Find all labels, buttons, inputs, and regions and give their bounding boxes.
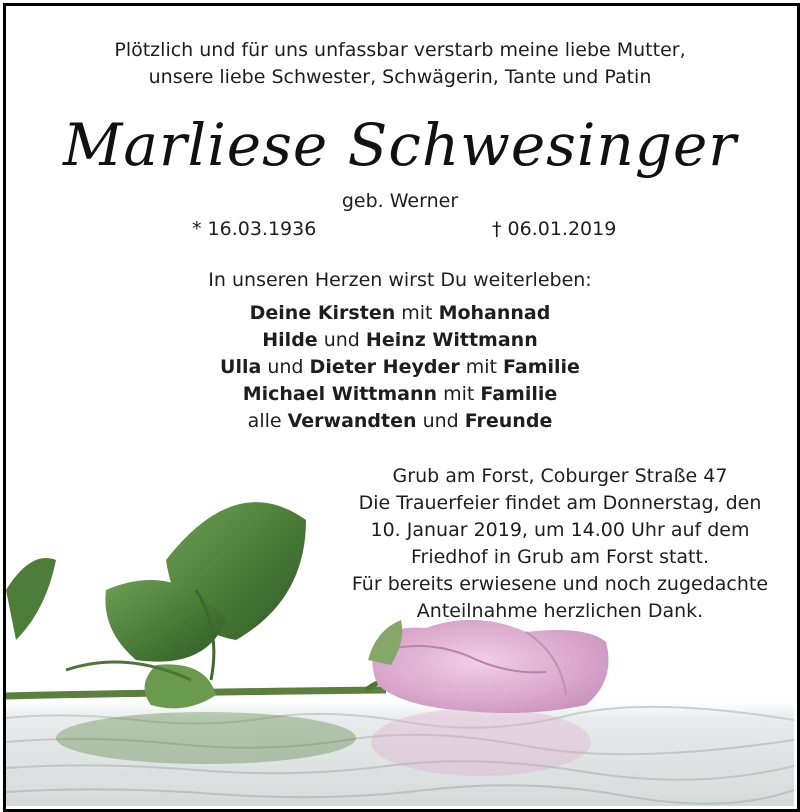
mourner-connector: mit [395,302,439,324]
mourner-line [0,327,800,354]
info-line: Anteilnahme herzlichen Dank. [416,600,704,622]
info-line: 10. Januar 2019, um 14.00 Uhr auf dem [370,519,750,541]
mourner-name: Mohannad [438,302,551,324]
mourner-connector: alle [247,410,288,432]
mourner-name: Heinz Wittmann [365,329,538,351]
mourner-name: Ulla [220,356,262,378]
mourner-connector: mit [459,356,504,378]
intro-line: Plötzlich und für uns unfassbar verstarb meine liebe Mutter, [114,39,686,61]
birth-date: * 16.03.1936 [192,218,317,240]
mourner-connector: und [416,410,465,432]
mourner-name: Dieter Heyder [309,356,460,378]
mourner-line [0,300,800,327]
intro-line: unsere liebe Schwester, Schwägerin, Tante und Patin [148,66,652,88]
intro-text [0,37,800,91]
info-line: Die Trauerfeier findet am Donnerstag, den [358,492,762,514]
death-date: † 06.01.2019 [492,218,617,240]
rose-leaves [6,502,306,708]
mourner-connector: und [261,356,310,378]
mourner-line [0,408,800,435]
maiden-name: geb. Werner [341,190,459,212]
mourner-name: Hilde [262,329,318,351]
memory-line: In unseren Herzen wirst Du weiterleben: [208,269,592,291]
deceased-name: Marliese Schwesinger [62,111,738,179]
mourner-name: Freunde [464,410,553,432]
rose-blossom [368,620,609,713]
info-line: Für bereits erwiesene und noch zugedachte [351,573,769,595]
mourner-connector: mit [437,383,481,405]
info-line: Grub am Forst, Coburger Straße 47 [392,465,728,487]
mourner-line [0,354,800,381]
mourner-name: Verwandten [287,410,417,432]
mourner-name: Michael Wittmann [242,383,438,405]
info-line: Friedhof in Grub am Forst statt. [410,546,710,568]
mourners-list [0,300,800,435]
mourner-name: Familie [503,356,580,378]
mourner-connector: und [317,329,366,351]
mourner-name: Familie [480,383,558,405]
mourner-name: Deine Kirsten [249,302,396,324]
rose-on-water-image [6,480,794,806]
mourner-line [0,381,800,408]
